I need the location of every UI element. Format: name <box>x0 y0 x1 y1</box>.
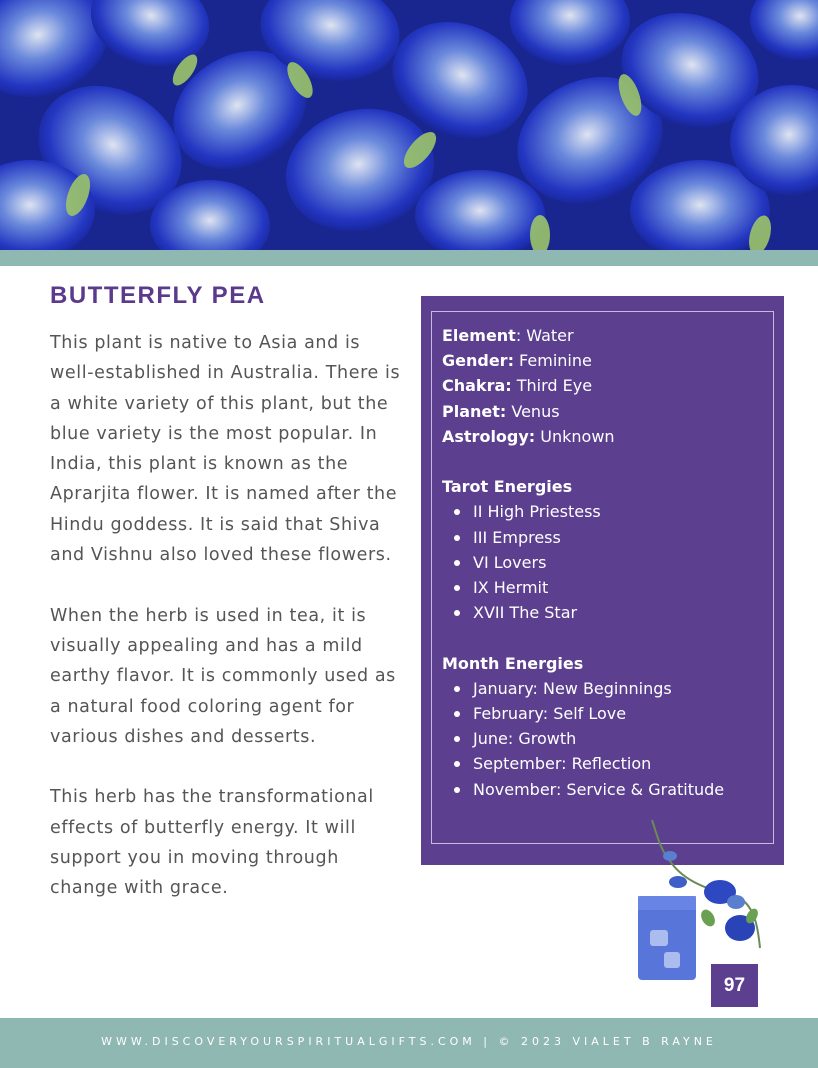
list-item: VI Lovers <box>442 550 762 575</box>
correspondence-panel <box>421 296 784 865</box>
list-item: June: Growth <box>442 726 762 751</box>
astrology-row: Astrology: Unknown <box>442 426 615 446</box>
chakra-row: Chakra: Third Eye <box>442 376 593 396</box>
list-item: September: Reflection <box>442 751 762 776</box>
element-row: Element: Water <box>442 326 574 345</box>
planet-row: Planet: Venus <box>442 401 560 421</box>
list-item: III Empress <box>442 525 762 550</box>
list-item: February: Self Love <box>442 701 762 726</box>
list-item: November: Service & Gratitude <box>442 777 762 802</box>
list-item: II High Priestess <box>442 499 762 524</box>
footer <box>0 1018 818 1068</box>
footer-text: WWW.DISCOVERYOURSPIRITUALGIFTS.COM | © 2023 VIALET B RAYNE <box>101 1035 717 1048</box>
hero-image <box>0 0 818 250</box>
tarot-heading: Tarot Energies <box>442 477 573 497</box>
tea-illustration <box>620 818 770 988</box>
page-title: BUTTERFLY PEA <box>50 282 266 309</box>
paragraph-1: This plant is native to Asia and is well-established in Australia. There is a white variety of this plant, but the blue variety is the most popular. In India, this plant is known as the Aprarjita flower. It is named after the Hindu goddess. It is said that Shiva and Vishnu also loved these flowers. <box>50 333 401 566</box>
list-item: January: New Beginnings <box>442 676 762 701</box>
list-item: IX Hermit <box>442 575 762 600</box>
teal-divider <box>0 250 818 266</box>
page-number: 97 <box>711 964 758 1007</box>
list-item: XVII The Star <box>442 600 762 625</box>
gender-row: Gender: Feminine <box>442 351 592 371</box>
month-list <box>442 676 762 802</box>
panel-content <box>442 323 762 802</box>
paragraph-2: When the herb is used in tea, it is visually appealing and has a mild earthy flavor. It is commonly used as a natural food coloring agent for various dishes and desserts. <box>50 605 396 747</box>
body-text <box>50 328 405 934</box>
month-heading: Month Energies <box>442 653 584 673</box>
paragraph-3: This herb has the transformational effects of butterfly energy. It will support you in moving through change with grace. <box>50 787 374 899</box>
tarot-list <box>442 499 762 625</box>
butterfly-pea-tea-glass-icon <box>620 818 770 988</box>
butterfly-pea-flowers-photo <box>0 0 818 250</box>
